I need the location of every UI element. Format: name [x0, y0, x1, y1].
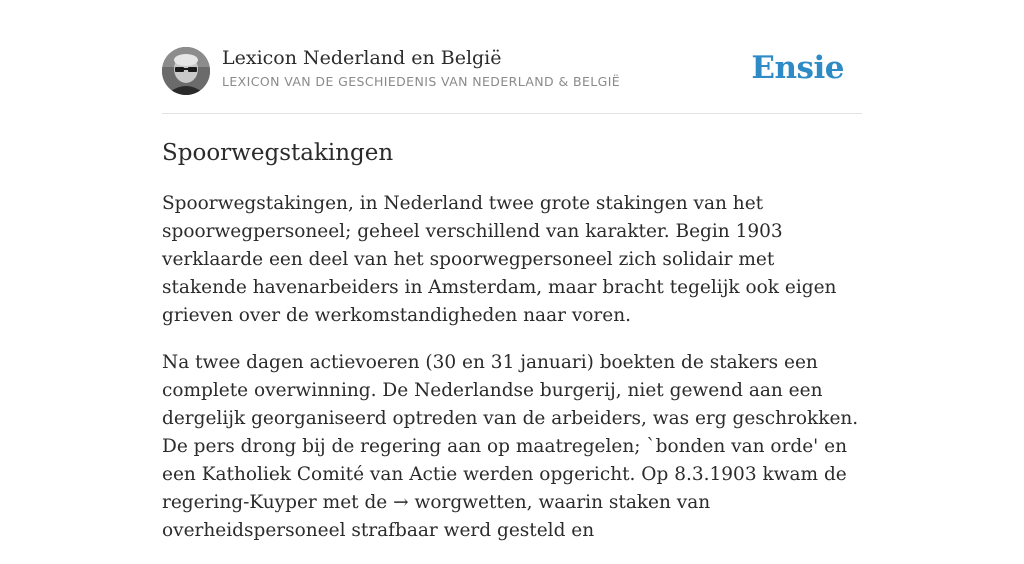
publication-header [162, 0, 862, 114]
brand-logo[interactable]: Ensie [751, 50, 844, 86]
publication-subtitle: LEXICON VAN DE GESCHIEDENIS VAN NEDERLAND & BELGIË [222, 74, 621, 89]
publication-name[interactable]: Lexicon Nederland en België [222, 47, 502, 69]
article-title: Spoorwegstakingen [162, 140, 394, 166]
article-body [162, 190, 862, 564]
article-paragraph: Na twee dagen actievoeren (30 en 31 januari) boekten de stakers een complete overwinning. De Nederlandse burgerij, niet gewend aan een dergelijk georganiseerd optreden van de arbeiders, was erg geschrokken. De pers drong bij de regering aan op maatregelen; `bonden van orde' en een Katholiek Comité van Actie werden opgericht. Op 8.3.1903 kwam de regering-Kuyper met de → worgwetten, waarin staken van overheidspersoneel strafbaar werd gesteld en [162, 352, 859, 541]
author-photo-icon [162, 47, 210, 95]
article-paragraph: Spoorwegstakingen, in Nederland twee grote stakingen van het spoorwegpersoneel; geheel verschillend van karakter. Begin 1903 verklaarde een deel van het spoorwegpersoneel zich solidair met stakende havenarbeiders in Amsterdam, maar bracht tegelijk ook eigen grieven over de werkomstandigheden naar voren. [162, 193, 837, 326]
page-container [162, 0, 862, 541]
avatar[interactable] [162, 47, 210, 95]
